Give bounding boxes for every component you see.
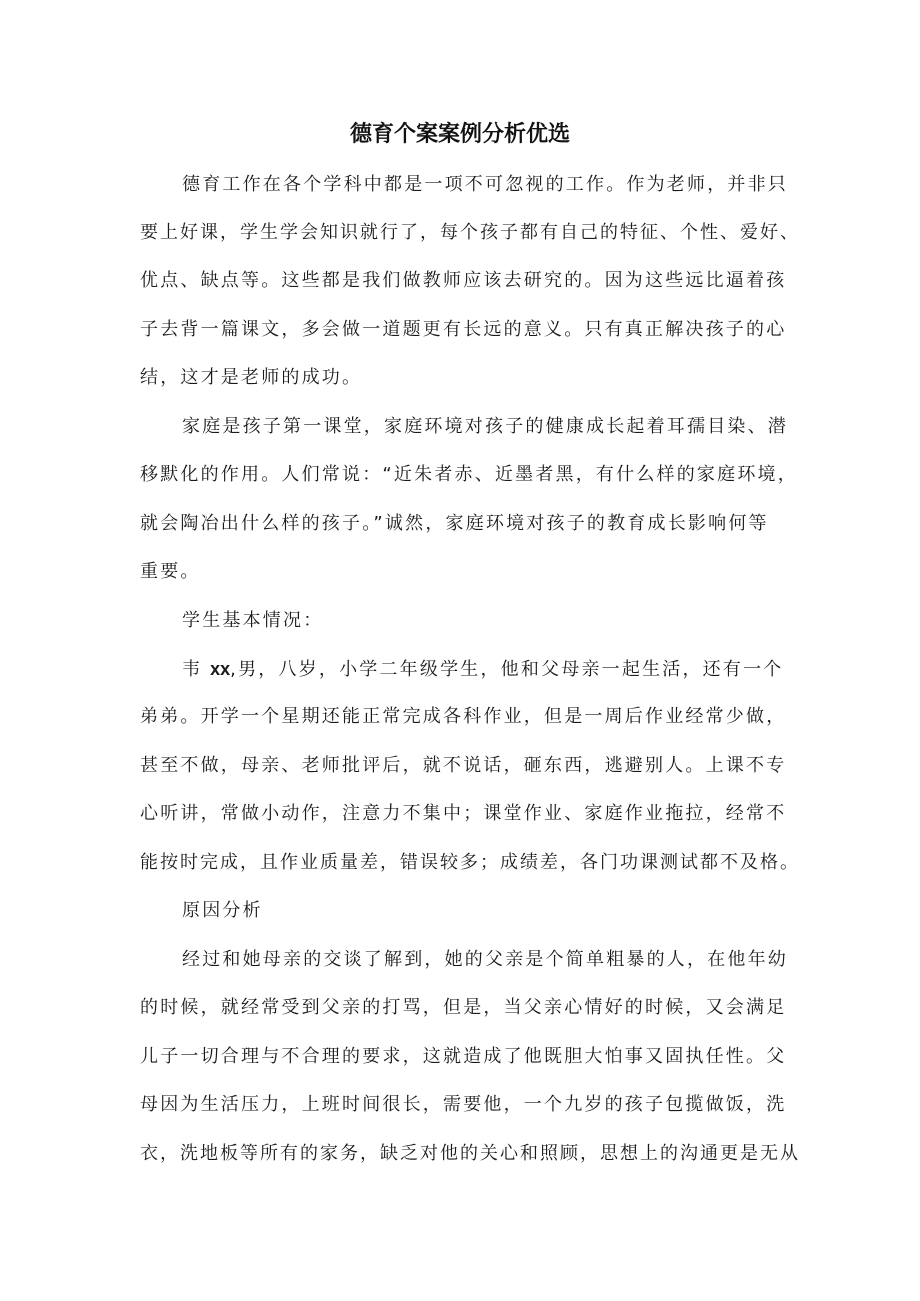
paragraph-line: 儿子一切合理与不合理的要求，这就造成了他既胆大怕事又固执任性。父 [140,1046,787,1067]
paragraph-line: 心听讲，常做小动作，注意力不集中；课堂作业、家庭作业拖拉，经常不 [140,803,787,824]
paragraph-line: 的时候，就经常受到父亲的打骂，但是，当父亲心情好的时候，又会满足 [140,997,787,1018]
paragraph-line: 结，这才是老师的成功。 [140,367,363,388]
student-info-text: ,男，八岁，小学二年级学生，他和父母亲一起生活，还有一个 [230,659,784,680]
document-title: 德育个案案例分析优选 [349,122,570,147]
paragraph-line: 要上好课，学生学会知识就行了，每个孩子都有自己的特征、个性、爱好、 [140,222,800,243]
paragraph-line: 就会陶冶出什么样的孩子。”诚然，家庭环境对孩子的教育成长影响何等 [140,513,769,534]
paragraph-line: 德育工作在各个学科中都是一项不可忽视的工作。作为老师，并非只 [182,174,788,195]
paragraph-line [182,654,800,685]
paragraph-line: 家庭是孩子第一课堂，家庭环境对孩子的健康成长起着耳孺目染、潜 [182,416,788,437]
paragraph-line: 弟弟。开学一个星期还能正常完成各科作业，但是一周后作业经常少做， [140,706,787,727]
student-name-placeholder: xx [210,659,231,679]
paragraph-line: 重要。 [140,561,201,582]
paragraph-line: 经过和她母亲的交谈了解到，她的父亲是个简单粗暴的人，在他年幼 [182,949,788,970]
paragraph-line: 移默化的作用。人们常说：“近朱者赤、近墨者黑，有什么样的家庭环境， [140,464,798,485]
student-surname: 韦 [182,659,203,680]
paragraph-line: 能按时完成，且作业质量差，错误较多；成绩差，各门功课测试都不及格。 [140,852,800,873]
section-heading: 学生基本情况： [182,610,324,631]
section-heading: 原因分析 [182,900,263,921]
paragraph-line: 子去背一篇课文，多会做一道题更有长远的意义。只有真正解决孩子的心 [140,319,787,340]
paragraph-line: 甚至不做，母亲、老师批评后，就不说话，砸东西，逃避别人。上课不专 [140,755,787,776]
paragraph-line: 优点、缺点等。这些都是我们做教师应该去研究的。因为这些远比逼着孩 [140,270,787,291]
paragraph-line: 衣，洗地板等所有的家务，缺乏对他的关心和照顾，思想上的沟通更是无从 [140,1143,800,1164]
paragraph-line: 母因为生活压力，上班时间很长，需要他，一个九岁的孩子包揽做饭，洗 [140,1094,787,1115]
